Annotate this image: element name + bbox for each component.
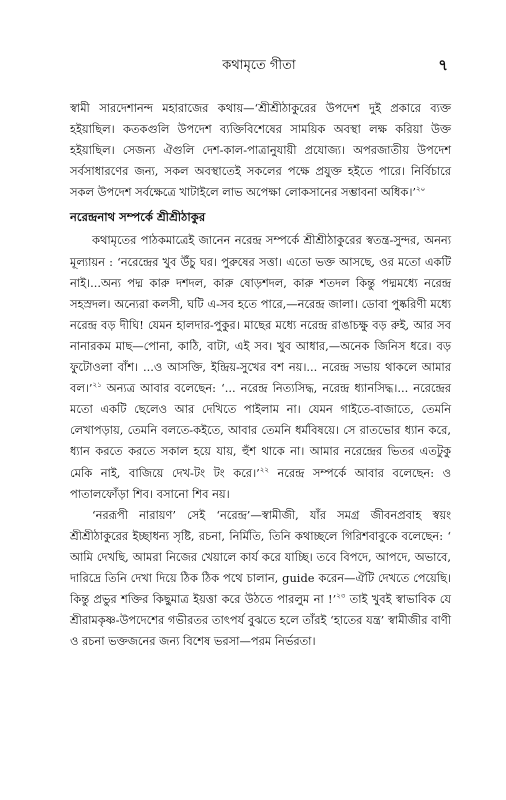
page-header [70, 56, 448, 78]
footnote-marker: ২১ [92, 381, 102, 390]
paragraph-text: তাই খুবই স্বাভাবিক যে শ্রীরামকৃষ্ণ-উপদেশের গভীরতর তাৎপর্য বুঝতে হলে তাঁরই ‘হাতের যন্ত্র’ স্বামীজীর বাণী ও রচনা ভক্তজনের জন্য বিশেষ ভরসা—পরম নির্ভরতা। [70, 592, 451, 649]
paragraph-narendra-evaluation [70, 230, 451, 504]
paragraph-text: নরেন্দ্র সম্পর্কে আবার বলেছেন: ও পাতালফোঁড়া শিব। বসানো শিব নয়। [70, 465, 451, 501]
paragraph-text: অন্যত্র আবার বলেছেন: ‘... নরেন্দ্র নিত্যসিদ্ধ, নরেন্দ্র ধ্যানসিদ্ধ।... নরেন্দ্রের মতো একটি ছেলেও আর দেখিতে পাইলাম না। যেমন গাইতে-বাজাতে, তেমনি লেখাপড়ায়, তেমনি বলতে-কইতে, আবার তেমনি ধর্মবিষয়ে। সে রাতভোর ধ্যান করে, ধ্যান করতে করতে সকাল হয়ে যায়, হুঁশ থাকে না। আমার নরেন্দ্রের ভিতর এতটুকু মেকি নাই, বাজিয়ে দেখ-টং টং করে।’ [70, 381, 451, 480]
section-heading: নরেন্দ্রনাথ সম্পর্কে শ্রীশ্রীঠাকুর [70, 210, 206, 225]
paragraph-text: ‘নররূপী নারায়ণ’ সেই ‘নরেন্দ্র’—স্বামীজী, যাঁর সমগ্র জীবনপ্রবাহ স্বয়ং শ্রীশ্রীঠাকুরের ইচ্ছাধন্য সৃষ্টি, রচনা, নির্মিতি, তিনি কথাচ্ছলে গিরিশবাবুকে বলেছেন: ‘ আমি দেখছি, আমরা নিজের খেয়ালে কার্য করে যাচ্ছি। তবে বিপদে, আপদে, অভাবে, দারিদ্রে তিনি দেখা দিয়ে ঠিক ঠিক পথে চালান, guide করেন—ঐটি দেখতে পেয়েছি। কিন্তু প্রভুর শক্তির কিছুমাত্র ইয়ত্তা করে উঠতে পারলুম না !’ [70, 507, 451, 607]
body-text [70, 98, 451, 652]
footnote-marker: ২২ [259, 465, 269, 474]
paragraph-text: স্বামী সারদেশানন্দ মহারাজের কথায়—‘শ্রীশ্রীঠাকুরের উপদেশ দুই প্রকারে ব্যক্ত হইয়াছিল। কতকগুলি উপদেশ ব্যক্তিবিশেষের সাময়িক অবস্থা লক্ষ করিয়া উক্ত হইয়াছিল। সেজন্য ঐগুলি দেশ-কাল-পাত্রানুযায়ী প্রযোজ্য। অপরজাতীয় উপদেশ সর্বসাধারণের জন্য, সকল অবস্থাতেই সকলের পক্ষে প্রযুক্ত হইতে পারে। নির্বিচারে সকল উপদেশ সর্বক্ষেত্রে খাটাইলে লাভ অপেক্ষা লোকসানের সম্ভাবনা অধিক।’ [70, 101, 451, 200]
paragraph-swamiji-quote [70, 505, 451, 653]
running-title: কথামৃতে গীতা [222, 58, 296, 73]
page-number: ৭ [438, 56, 448, 74]
paragraph-text: কথামৃতের পাঠকমাত্রেই জানেন নরেন্দ্র সম্পর্কে শ্রীশ্রীঠাকুরের স্বতন্ত্র-সুন্দর, অনন্য মূল্যায়ন : ‘নরেন্দ্রের খুব উঁচু ঘর। পুরুষের সত্তা। এতো ভক্ত আসছে, ওর মতো একটি নাই।...অন্য পদ্ম কারু দশদল, কারু ষোড়শদল, কারু শতদল কিন্তু পদ্মমধ্যে নরেন্দ্র সহস্রদল। অন্যেরা কলসী, ঘটি এ-সব হতে পারে,—নরেন্দ্র জালা। ডোবা পুষ্করিণী মধ্যে নরেন্দ্র বড় দীঘি! যেমন হালদার-পুকুর। মাছের মধ্যে নরেন্দ্র রাঙাচক্ষু বড় রুই, আর সব নানারকম মাছ—পোনা, কাঠি, বাটা, এই সব। খুব আধার,—অনেক জিনিস ধরে। বড় ফুটোওলা বাঁশ। ...ও আসক্তি, ইন্দ্রিয়-সুখের বশ নয়।... নরেন্দ্র সভায় থাকলে আমার বল।’ [70, 233, 451, 396]
footnote-marker: ২৩ [336, 592, 346, 601]
footnote-marker: ২০ [416, 185, 426, 194]
paragraph-sardeshananda-quote [70, 98, 451, 203]
